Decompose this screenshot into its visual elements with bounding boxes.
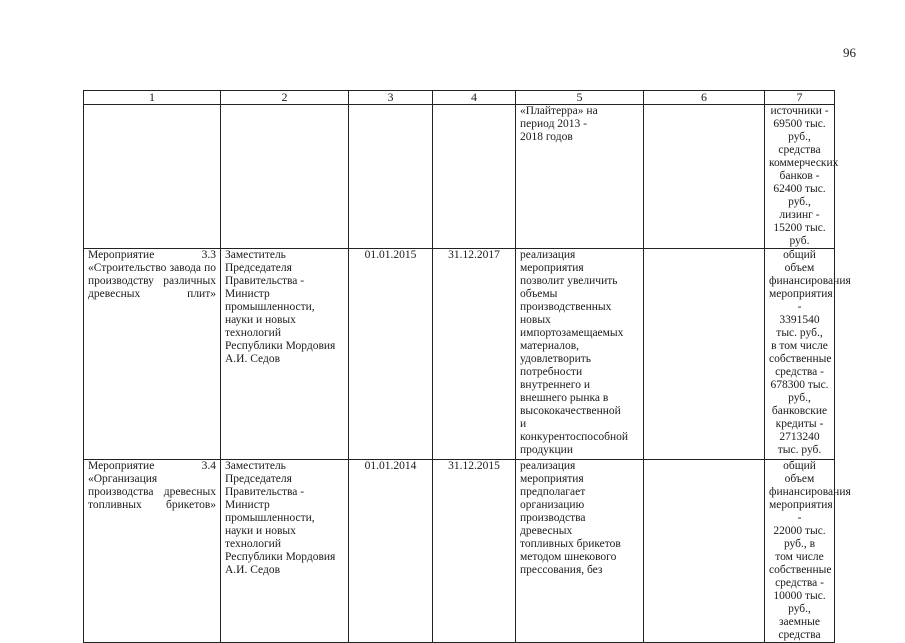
header-col-7: 7	[765, 91, 835, 105]
page-number: 96	[843, 45, 856, 60]
col6-cell	[644, 460, 765, 643]
event-cell: Мероприятие 3.4 «Организация производства древесных топливных брикетов»	[84, 460, 221, 643]
responsible-cell: Заместитель Председателя Правительства - Министр промышленности, науки и новых технологий Республики Мордовия А.И. Седов	[221, 249, 349, 460]
responsible-cell	[221, 105, 349, 249]
end-date-cell: 31.12.2017	[433, 249, 516, 460]
financing-cell: источники - 69500 тыс. руб., средства коммерческих банков - 62400 тыс. руб., лизинг - 15200 тыс. руб.	[765, 105, 835, 249]
col6-cell	[644, 249, 765, 460]
event-cell: Мероприятие 3.3 «Строительство завода по производству различных древесных плит»	[84, 249, 221, 460]
header-col-3: 3	[349, 91, 433, 105]
result-cell: реализация мероприятия предполагает организацию производства древесных топливных брикетов методом шнекового прессования, без	[516, 460, 644, 643]
end-date-cell	[433, 105, 516, 249]
end-date-cell: 31.12.2015	[433, 460, 516, 643]
table-row	[84, 249, 835, 460]
result-cell: реализация мероприятия позволит увеличить объемы производственных новых импортозамещаемых материалов, удовлетворить потребности внутреннего и внешнего рынка в высококачественной и конкурентоспособной продукции	[516, 249, 644, 460]
header-row	[84, 91, 835, 105]
result-cell: «Плайтерра» на период 2013 - 2018 годов	[516, 105, 644, 249]
start-date-cell: 01.01.2014	[349, 460, 433, 643]
start-date-cell: 01.01.2015	[349, 249, 433, 460]
header-col-4: 4	[433, 91, 516, 105]
financing-cell: общий объем финансирования мероприятия - 3391540 тыс. руб., в том числе собственные средства - 678300 тыс. руб., банковские кредиты - 2713240 тыс. руб.	[765, 249, 835, 460]
financing-cell: общий объем финансирования мероприятия - 22000 тыс. руб., в том числе собственные средства - 10000 тыс. руб., заемные средства	[765, 460, 835, 643]
event-cell	[84, 105, 221, 249]
header-col-5: 5	[516, 91, 644, 105]
responsible-cell: Заместитель Председателя Правительства - Министр промышленности, науки и новых технологий Республики Мордовия А.И. Седов	[221, 460, 349, 643]
header-col-2: 2	[221, 91, 349, 105]
header-col-1: 1	[84, 91, 221, 105]
start-date-cell	[349, 105, 433, 249]
program-table	[83, 90, 851, 643]
table-row	[84, 460, 835, 643]
header-col-6: 6	[644, 91, 765, 105]
table-row	[84, 105, 835, 249]
col6-cell	[644, 105, 765, 249]
